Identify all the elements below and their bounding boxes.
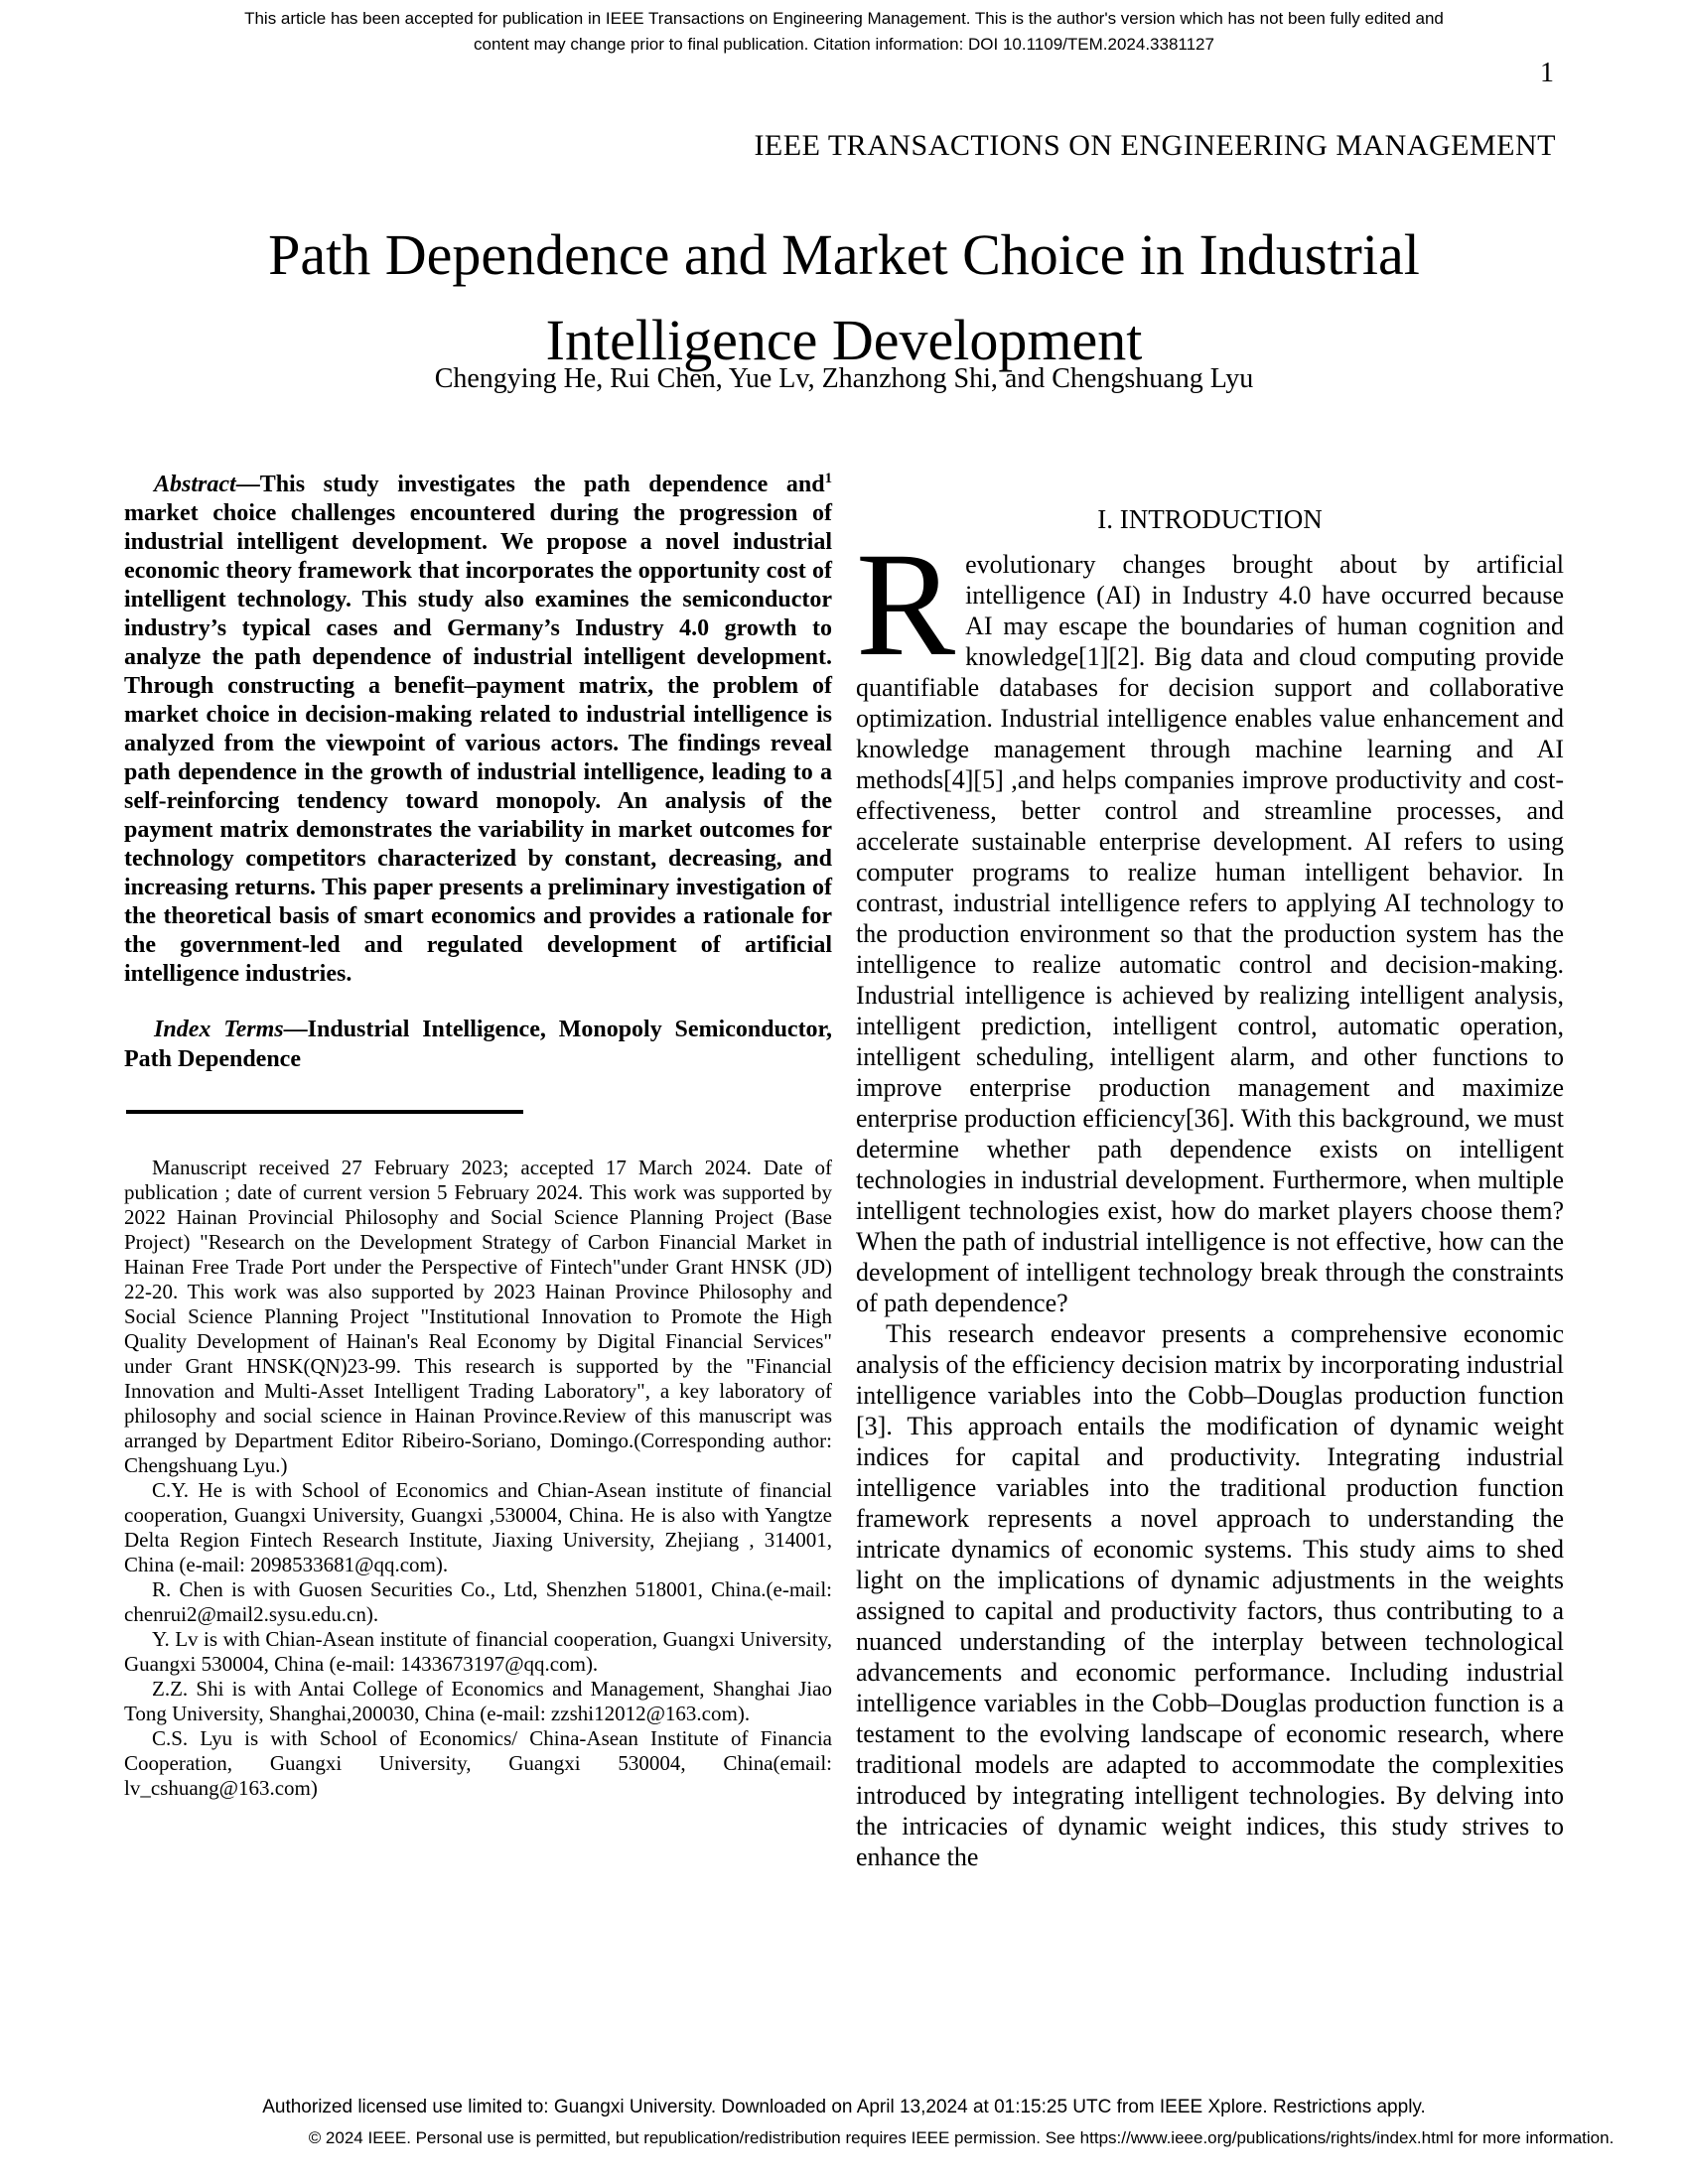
acceptance-notice-line2: content may change prior to final publication. Citation information: DOI 10.1109/TEM.2024.3381127	[474, 35, 1214, 54]
author-line: Chengying He, Rui Chen, Yue Lv, Zhanzhong Shi, and Chengshuang Lyu	[434, 363, 1254, 394]
abstract-lead: —This study investigates the path dependence and	[235, 472, 825, 497]
paper-title	[0, 212, 1688, 383]
introduction-paragraph-1	[856, 522, 1564, 1318]
footnote-affiliation-shi: Z.Z. Shi is with Antai College of Economics and Management, Shanghai Jiao Tong University, Shanghai,200030, China (e-mail: zzshi12012@163.com).	[124, 1677, 832, 1725]
footnote-affiliation-chen: R. Chen is with Guosen Securities Co., Ltd, Shenzhen 518001, China.(e-mail: chenrui2@mail2.sysu.edu.cn).	[124, 1577, 832, 1626]
introduction-paragraph-2: This research endeavor presents a comprehensive economic analysis of the efficiency decision matrix by incorporating industrial intelligence variables into the Cobb–Douglas production function [3]. This approach entails the modification of dynamic weight indices for capital and productivity. Integrating industrial intelligence variables into the traditional production function framework represents a novel approach to understanding the intricate dynamics of economic systems. This study aims to shed light on the implications of dynamic adjustments in the weights assigned to capital and productivity factors, thus contributing to a nuanced understanding of the interplay between technological advancements and economic performance. Including industrial intelligence variables in the Cobb–Douglas production function is a testament to the evolving landscape of economic research, where traditional models are adapted to accommodate the complexities introduced by integrating intelligent technologies. By delving into the intricacies of dynamic weight indices, this study strives to enhance the	[856, 1319, 1564, 1871]
left-column	[124, 471, 832, 1801]
paper-title-text: Path Dependence and Market Choice in Industrial Intelligence Development	[268, 222, 1420, 372]
abstract-label: Abstract	[154, 472, 236, 497]
abstract	[124, 471, 832, 989]
footnote-affiliation-he: C.Y. He is with School of Economics and Chian-Asean institute of financial cooperation, Guangxi University, Guangxi ,530004, China. He is also with Yangtze Delta Region Fintech Research Institute, Jiaxing University, Zhejiang , 314001, China (e-mail: 2098533681@qq.com).	[124, 1478, 832, 1576]
acceptance-notice	[0, 6, 1688, 58]
abstract-text: market choice challenges encountered during the progression of industrial intelligent development. We propose a novel industrial economic theory framework that incorporates the opportunity cost of intelligent technology. This study also examines the semiconductor industry’s typical cases and Germany’s Industry 4.0 growth to analyze the path dependence of industrial intelligent development. Through constructing a benefit–payment matrix, the problem of market choice in decision-making related to industrial intelligence is analyzed from the viewpoint of various actors. The findings reveal path dependence in the growth of industrial intelligence, leading to a self-reinforcing tendency toward monopoly. An analysis of the payment matrix demonstrates the variability in market outcomes for technology competitors characterized by constant, decreasing, and increasing returns. This paper presents a preliminary investigation of the theoretical basis of smart economics and provides a rationale for the government-led and regulated development of artificial intelligence industries.	[124, 500, 832, 987]
copyright-footer-line2: © 2024 IEEE. Personal use is permitted, but republication/redistribution requires IEEE permission. See https://www.ieee.org/publications/rights/index.html for more information.	[308, 2128, 1615, 2147]
abstract-footnote-mark: 1	[824, 471, 832, 486]
right-column	[856, 471, 1564, 1872]
dropcap-letter: R	[856, 522, 956, 687]
footnote-funding: Manuscript received 27 February 2023; accepted 17 March 2024. Date of publication ; date of current version 5 February 2024. This work was supported by 2022 Hainan Provincial Philosophy and Social Science Planning Project (Base Project) "Research on the Development Strategy of Carbon Financial Market in Hainan Free Trade Port under the Perspective of Fintech"under Grant HNSK (JD) 22-20. This work was also supported by 2023 Hainan Province Philosophy and Social Science Planning Project "Institutional Innovation to Promote the High Quality Development of Hainan's Real Economy by Digital Financial Services" under Grant HNSK(QN)23-99. This research is supported by the "Financial Innovation and Multi-Asset Intelligent Trading Laboratory", a key laboratory of philosophy and social science in Hainan Province.Review of this manuscript was arranged by Department Editor Ribeiro-Soriano, Domingo.(Corresponding author: Chengshuang Lyu.)	[124, 1156, 832, 1477]
license-footer-line1: Authorized licensed use limited to: Guangxi University. Downloaded on April 13,2024 at 01:15:25 UTC from IEEE Xplore. Restrictions apply.	[262, 2097, 1426, 2117]
index-terms	[124, 1015, 832, 1074]
acceptance-notice-line1: This article has been accepted for publication in IEEE Transactions on Engineering Management. This is the author's version which has not been fully edited and	[244, 9, 1444, 28]
page-number: 1	[1540, 58, 1554, 88]
index-terms-text: —Industrial Intelligence, Monopoly Semiconductor, Path Dependence	[124, 1017, 833, 1072]
first-page-footnotes	[124, 1156, 832, 1801]
journal-running-head: IEEE TRANSACTIONS ON ENGINEERING MANAGEMENT	[754, 129, 1556, 162]
footnote-affiliation-lyu: C.S. Lyu is with School of Economics/ China-Asean Institute of Financia Cooperation, Guangxi University, Guangxi 530004, China(email: lv_cshuang@163.com)	[124, 1726, 832, 1800]
footnote-affiliation-lv: Y. Lv is with Chian-Asean institute of financial cooperation, Guangxi University, Guangxi 530004, China (e-mail: 1433673197@qq.com).	[124, 1627, 832, 1676]
index-terms-label: Index Terms	[154, 1017, 284, 1042]
introduction-paragraph-1-text: evolutionary changes brought about by artificial intelligence (AI) in Industry 4.0 have occurred because AI may escape the boundaries of human cognition and knowledge[1][2]. Big data and cloud computing provide quantifiable databases for decision support and collaborative optimization. Industrial intelligence enables value enhancement and knowledge management through machine learning and AI methods[4][5] ,and helps companies improve productivity and cost-effectiveness, better control and streamline processes, and accelerate sustainable enterprise development. AI refers to using computer programs to realize human intelligent behavior. In contrast, industrial intelligence refers to applying AI technology to the production environment so that the production system has the intelligence to realize automatic control and decision-making. Industrial intelligence is achieved by realizing intelligent analysis, intelligent prediction, intelligent control, automatic operation, intelligent scheduling, intelligent alarm, and other functions to improve enterprise production management and maximize enterprise production efficiency[36]. With this background, we must determine whether path dependence exists on intelligent technologies in industrial development. Furthermore, when multiple intelligent technologies exist, how do market players choose them? When the path of industrial intelligence is not effective, how can the development of intelligent technology break through the constraints of path dependence?	[856, 550, 1564, 1317]
footnote-separator-rule	[126, 1110, 523, 1114]
section-heading-introduction: I. INTRODUCTION	[1097, 504, 1323, 534]
